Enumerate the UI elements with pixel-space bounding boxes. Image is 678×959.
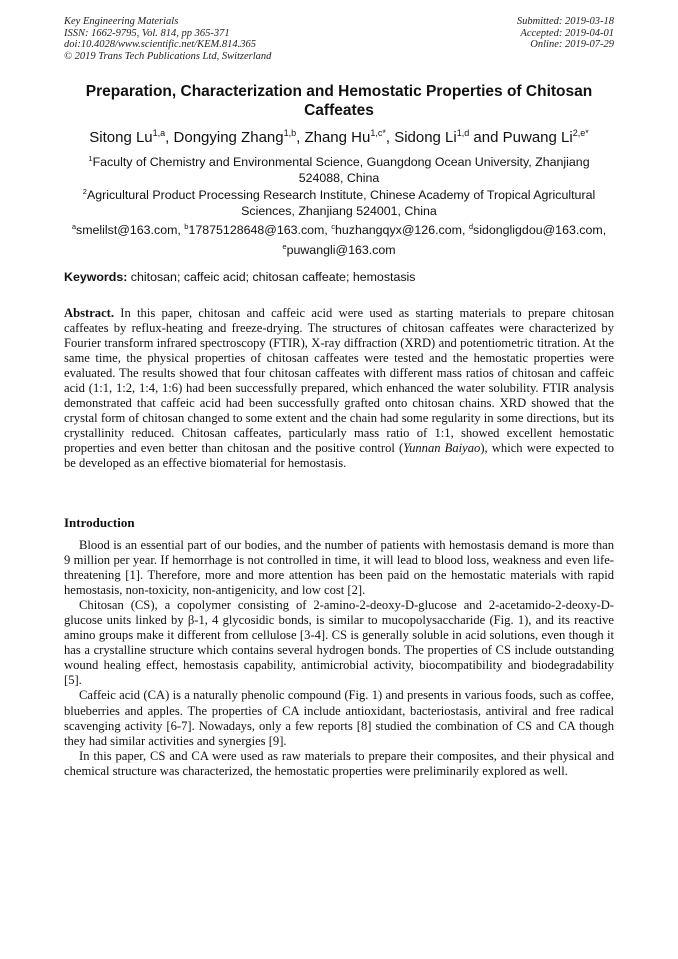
submission-dates — [517, 16, 614, 51]
introduction-body — [64, 538, 614, 779]
author-separator: , — [165, 129, 174, 146]
abstract-text: ), which were expected to be developed as an effective biomaterial for hemostasis. — [64, 441, 614, 471]
author-affiliation-mark: 1,a — [152, 128, 166, 138]
keywords-label: Keywords: — [64, 270, 128, 284]
author-name: Zhang Hu — [304, 129, 371, 146]
title-line: Preparation, Characterization and Hemostatic Properties of Chitosan — [85, 83, 593, 100]
affiliation-text: Faculty of Chemistry and Environmental Science, Guangdong Ocean University, Zhanjiang — [92, 155, 590, 169]
author-affiliation-mark: 1,c* — [370, 128, 386, 138]
author-emails: $^a$smelilst@163.com, $^b$17875128648@163.com, $^c$huzhangqyx@126.com, $^d$sidongligdou@163.com, $^e$puwangli@163.com — [71, 222, 607, 257]
journal-name: Key Engineering Materials — [64, 16, 179, 27]
intro-paragraph: Chitosan (CS), a copolymer consisting of 2-amino-2-deoxy-D-glucose and 2-acetamido-2-deoxy-D-glucose units linked by β-1, 4 glycosidic bonds, is similar to mucopolysaccharide (Fig. 1), and its reactive amino groups make it different from cellulose [3-4]. CS is generally soluble in acid solutions, even though it has a crystalline structure which contains several hydrogen bonds. The properties of CS include outstanding wound healing effect, hemostasis capability, antimicrobial activity, biocompatibility and biodegradability [5]. — [64, 598, 614, 688]
abstract — [64, 306, 614, 472]
email-d[interactable]: sidongligdou@163.com — [473, 223, 603, 237]
abstract-label: Abstract. — [64, 306, 115, 320]
author-name: Dongying Zhang — [173, 129, 284, 146]
author-separator: , — [296, 129, 305, 146]
author-list — [40, 124, 638, 147]
affiliation-text: Sciences, Zhanjiang 524001, China — [241, 203, 437, 218]
author-separator: , — [385, 129, 395, 146]
abstract-text: In this paper, chitosan and caffeic acid were used as starting materials to prepare chitosan caffeates by reflux-heating and freeze-drying. The structures of chitosan caffeates were characterized by Fourier transform infrared spectroscopy (FTIR), X-ray diffraction (XRD) and potentiometric titration. At the same time, the physical properties of chitosan caffeates were tested and the hemostatic properties were evaluated. The results showed that four chitosan caffeates with different mass ratios of chitosan and caffeic acid (1:1, 1:2, 1:4, 1:6) had been successfully prepared, which enhanced the water solubility. FTIR analysis demonstrated that caffeic acid had been successfully grafted onto chitosan chains. XRD showed that the crystal form of chitosan changed to some extent and the chain had some regularity in some directions, but its crystallinity reduced. Chitosan caffeates, particularly mass ratio of 1:1, showed excellent hemostatic properties and even better than chitosan and the positive control ( — [64, 306, 614, 456]
affiliation-1 — [70, 151, 608, 186]
author-affiliation-mark: 1,b — [283, 128, 297, 138]
intro-paragraph: In this paper, CS and CA were used as raw materials to prepare their composites, and their physical and chemical structure was characterized, the hemostatic properties were preliminarily explored as well. — [64, 748, 614, 778]
issn-volume: ISSN: 1662-9795, Vol. 814, pp 365-371 — [64, 27, 230, 39]
keywords-text: chitosan; caffeic acid; chitosan caffeate; hemostasis — [127, 270, 416, 284]
email-b[interactable]: 17875128648@163.com — [188, 223, 325, 237]
intro-paragraph: Blood is an essential part of our bodies, and the number of patients with hemostasis demand is more than 9 million per year. If hemorrhage is not controlled in time, it will lead to blood loss, weakness and even life-threatening [1]. Therefore, more and more attention has been paid on the hemostatic materials with rapid hemostasis, non-toxicity, non-antigenicity, and low cost [2]. — [64, 538, 614, 598]
author-name: Puwang Li — [502, 129, 573, 146]
copyright: © 2019 Trans Tech Publications Ltd, Switzerland — [64, 50, 272, 62]
author-name: Sidong Li — [394, 129, 457, 146]
affiliation-text: 524088, China — [298, 170, 380, 185]
accepted-date: Accepted: 2019-04-01 — [520, 27, 614, 39]
affiliation-mark: 2 — [82, 187, 87, 196]
affiliation-2 — [70, 184, 608, 219]
author-separator: and — [469, 129, 503, 146]
email-e[interactable]: puwangli@163.com — [286, 242, 396, 257]
email-c[interactable]: huzhangqyx@126.com — [335, 223, 462, 237]
online-date: Online: 2019-07-29 — [530, 39, 614, 50]
paper-title — [64, 82, 614, 120]
keywords — [64, 270, 624, 285]
author-name: Sitong Lu — [89, 129, 153, 146]
abstract-italic: Yunnan Baiyao — [403, 441, 481, 456]
email-a[interactable]: smelilst@163.com — [76, 223, 178, 237]
intro-paragraph: Caffeic acid (CA) is a naturally phenolic compound (Fig. 1) and presents in various foods, such as coffee, blueberries and apples. The properties of CA include antioxidant, bacteriostasis, antiviral and free radical scavenging activity [6-7]. Nowadays, only a few reports [8] studied the combination of CS and CA though they had similar activities and synergies [9]. — [64, 688, 614, 748]
title-line: Caffeates — [304, 102, 374, 119]
submitted-date: Submitted: 2019-03-18 — [516, 16, 614, 27]
author-affiliation-mark: 1,d — [456, 128, 470, 138]
author-affiliation-mark: 2,e* — [572, 128, 589, 138]
affiliation-text: Agricultural Product Processing Research Institute, Chinese Academy of Tropical Agricultural — [86, 188, 596, 202]
journal-info — [64, 16, 271, 62]
affiliation-mark: 1 — [88, 154, 93, 163]
introduction-heading: Introduction — [64, 515, 135, 530]
doi: doi:10.4028/www.scientific.net/KEM.814.365 — [64, 39, 256, 50]
